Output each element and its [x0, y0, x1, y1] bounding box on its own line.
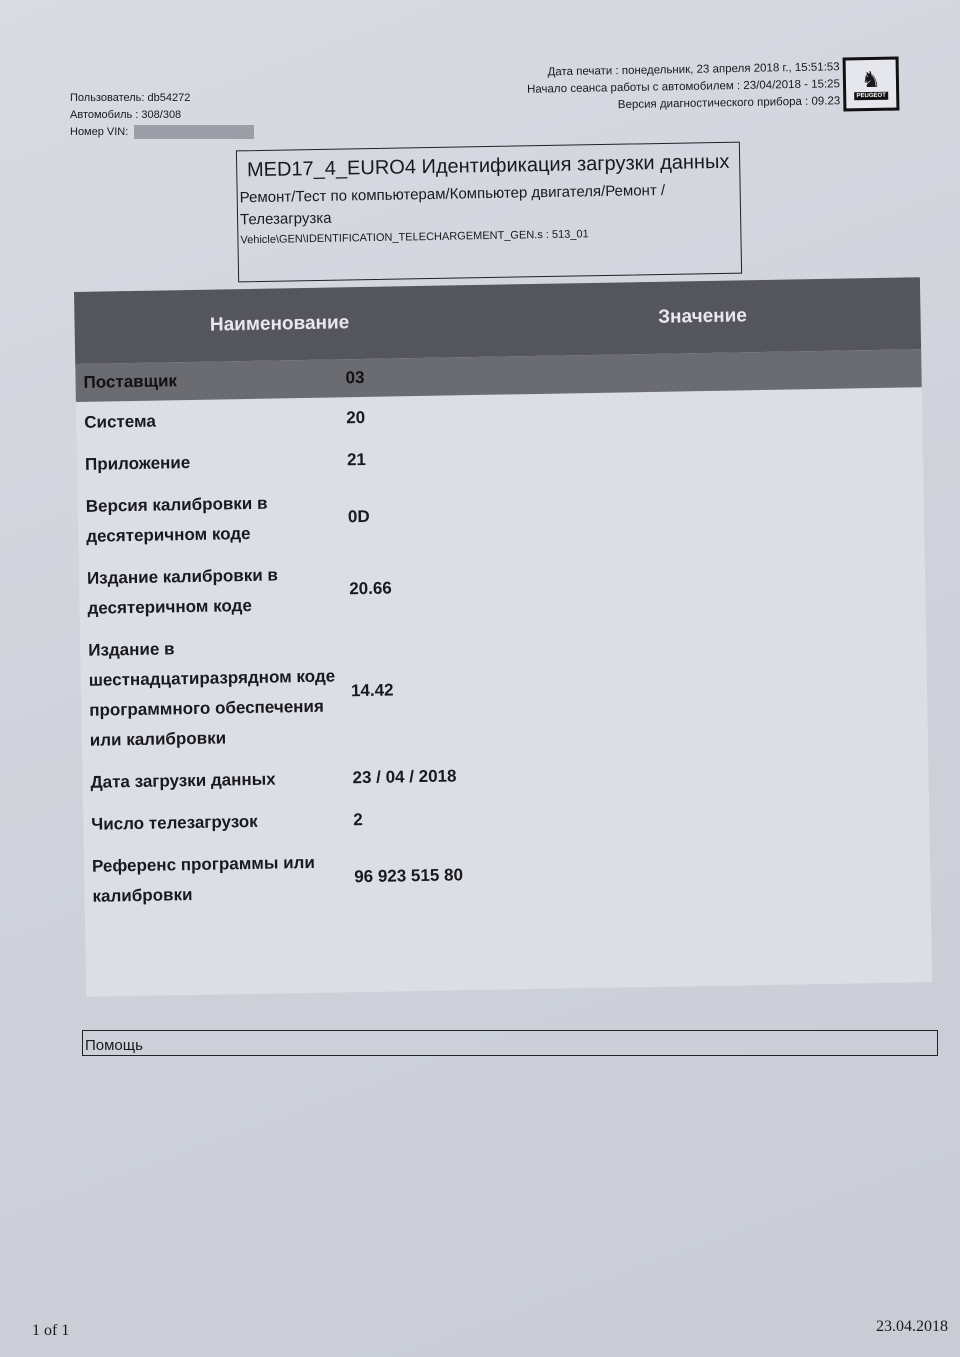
car-model: Автомобиль : 308/308 — [70, 109, 182, 121]
identification-table — [74, 277, 932, 997]
row-value: 96 923 515 80 — [354, 865, 464, 887]
row-name: Система — [84, 411, 156, 432]
menu-path: Ремонт/Тест по компьютерам/Компьютер двигателя/Ремонт /Телезагрузка — [239, 181, 666, 229]
row-value: 2 — [353, 810, 363, 830]
column-header-value: Значение — [657, 305, 748, 328]
logo-brand: PEUGEOT — [854, 92, 887, 101]
row-value: 20 — [346, 407, 366, 428]
row-value: 21 — [346, 449, 367, 470]
session-start: Начало сеанса работы с автомобилем : 23/04/2018 - 15:25 — [526, 78, 841, 96]
row-name: Референс программы или калибровки — [91, 852, 315, 906]
table-row — [80, 615, 928, 762]
peugeot-logo — [843, 57, 900, 112]
vin-row — [70, 124, 254, 141]
user-info — [70, 90, 254, 141]
page-number: 1 of 1 — [32, 1322, 70, 1339]
user-id: Пользователь: db54272 — [70, 92, 191, 104]
row-name: Приложение — [84, 452, 191, 474]
row-value: 20.66 — [349, 578, 392, 599]
row-value: 23 / 04 / 2018 — [352, 766, 457, 788]
footer-date: 23.04.2018 — [876, 1318, 948, 1335]
row-name: Число телезагрузок — [91, 811, 258, 834]
tool-version: Версия диагностического прибора : 09.23 — [617, 95, 841, 112]
help-button[interactable]: Помощь — [82, 1030, 938, 1056]
row-name: Издание в шестнадцатиразрядном коде программного обеспечения или калибровки — [88, 639, 336, 750]
row-name: Дата загрузки данных — [90, 769, 276, 792]
row-value: 03 — [345, 367, 365, 388]
vin-label: Номер VIN: — [70, 126, 129, 138]
row-name: Издание калибровки в десятеричном коде — [86, 565, 279, 618]
row-name: Поставщик — [83, 371, 178, 392]
table-row — [84, 831, 931, 918]
lion-icon: ♞ — [860, 66, 881, 93]
script-file: Vehicle\GEN\IDENTIFICATION_TELECHARGEMENT_GEN.s : 513_01 — [240, 228, 589, 247]
title-box — [236, 142, 742, 283]
row-name: Версия калибровки в десятеричном коде — [85, 493, 268, 546]
row-value: 14.42 — [350, 680, 394, 701]
vin-redacted — [134, 125, 254, 139]
column-header-name: Наименование — [209, 312, 350, 336]
print-info — [527, 59, 841, 115]
row-value: 0D — [347, 506, 370, 527]
print-date: Дата печати : понедельник, 23 апреля 2018 г., 15:51:53 — [547, 61, 840, 79]
page-title: MED17_4_EURO4 Идентификация загрузки данных — [246, 150, 730, 182]
